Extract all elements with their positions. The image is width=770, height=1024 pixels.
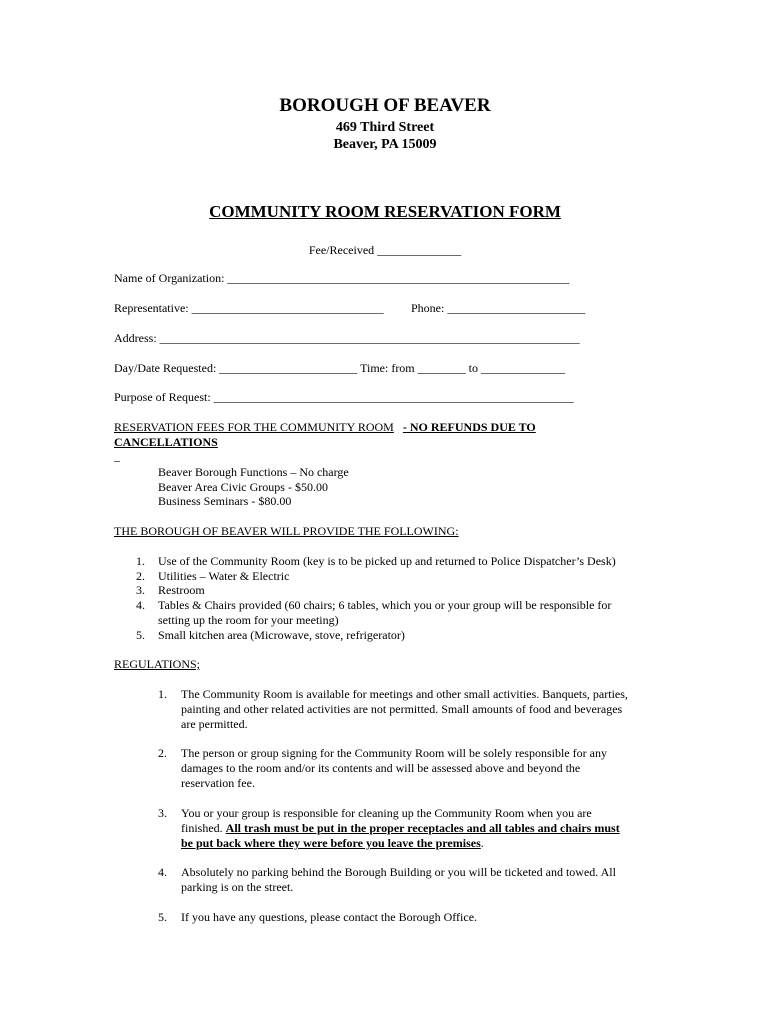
regulation-text: are permitted. [181, 717, 248, 731]
city-address: Beaver, PA 15009 [333, 137, 437, 152]
regulation-text-end: . [480, 836, 484, 850]
regulation-text [181, 821, 620, 836]
no-refunds-notice: - NO REFUNDS DUE TO [402, 420, 536, 434]
regulation-number: 3. [158, 806, 167, 820]
regulation-text: reservation fee. [181, 776, 255, 790]
regulation-text [181, 836, 484, 851]
regulation-text: parking is on the street. [181, 880, 294, 894]
fees-heading [114, 420, 536, 435]
borough-title: BOROUGH OF BEAVER [279, 95, 491, 116]
list-item-continued: setting up the room for your meeting) [158, 613, 339, 627]
regulation-text: Absolutely no parking behind the Borough Building or you will be ticketed and towed. All [181, 865, 616, 879]
list-item: Use of the Community Room (key is to be picked up and returned to Police Dispatcher’s Desk) [158, 554, 616, 568]
list-number: 2. [136, 569, 145, 583]
premises-rule-emphasis: be put back where they were before you leave the premises [181, 836, 481, 850]
regulation-number: 4. [158, 865, 167, 879]
regulation-text: The person or group signing for the Community Room will be solely responsible for any [181, 746, 607, 760]
regulation-text: If you have any questions, please contact the Borough Office. [181, 910, 478, 924]
cancellations-notice: CANCELLATIONS [114, 435, 218, 449]
organization-field: Name of Organization: _________________________________________________________ [114, 271, 570, 285]
address-field: Address: ______________________________________________________________________ [114, 331, 580, 345]
regulations-heading: REGULATIONS; [114, 657, 200, 671]
regulation-text: painting and other related activities are not permitted. Small amounts of food and beverages [181, 702, 623, 716]
list-item: Small kitchen area (Microwave, stove, refrigerator) [158, 628, 405, 642]
regulation-number: 1. [158, 687, 167, 701]
regulation-text-plain: finished. [181, 821, 226, 835]
list-number: 1. [136, 554, 145, 568]
purpose-field: Purpose of Request: ____________________________________________________________ [114, 390, 574, 404]
list-number: 4. [136, 598, 145, 612]
fees-heading-label: RESERVATION FEES FOR THE COMMUNITY ROOM [114, 420, 394, 434]
trash-rule-emphasis: All trash must be put in the proper receptacles and all tables and chairs must [225, 821, 620, 835]
day-date-time-field: Day/Date Requested: _______________________ Time: from ________ to ______________ [114, 361, 565, 375]
fees-dash: _ [114, 449, 120, 463]
provide-heading: THE BOROUGH OF BEAVER WILL PROVIDE THE FOLLOWING: [114, 524, 459, 538]
list-item: Utilities – Water & Electric [158, 569, 290, 583]
list-item: Tables & Chairs provided (60 chairs; 6 tables, which you or your group will be responsible for [158, 598, 612, 612]
list-number: 5. [136, 628, 145, 642]
regulation-text: damages to the room and/or its contents and will be assessed above and beyond the [181, 761, 581, 775]
regulation-text: The Community Room is available for meetings and other small activities. Banquets, parties, [181, 687, 628, 701]
form-title: COMMUNITY ROOM RESERVATION FORM [209, 202, 561, 221]
street-address: 469 Third Street [335, 120, 435, 135]
phone-field: Phone: _______________________ [411, 301, 586, 315]
regulation-text: You or your group is responsible for cleaning up the Community Room when you are [181, 806, 592, 820]
fee-item: Beaver Area Civic Groups - $50.00 [158, 480, 328, 494]
list-number: 3. [136, 583, 145, 597]
representative-field: Representative: ________________________________ [114, 301, 384, 315]
regulation-number: 2. [158, 746, 167, 760]
fee-item: Beaver Borough Functions – No charge [158, 465, 349, 479]
regulation-number: 5. [158, 910, 167, 924]
list-item: Restroom [158, 583, 205, 597]
fee-received-field: Fee/Received ______________ [308, 243, 462, 257]
fee-item: Business Seminars - $80.00 [158, 494, 292, 508]
